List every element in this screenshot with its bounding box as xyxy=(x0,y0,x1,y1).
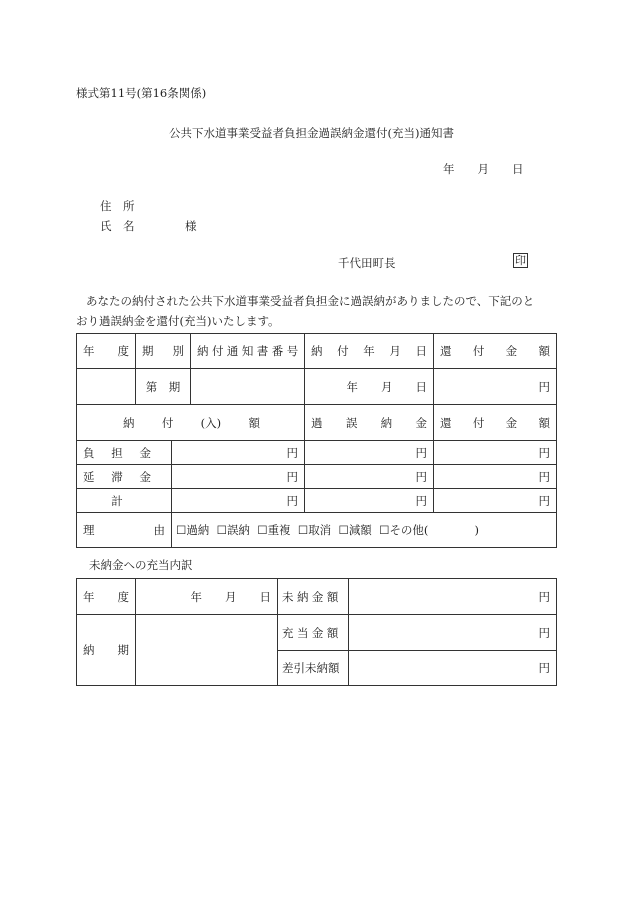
allocation-row-allocated xyxy=(77,615,557,651)
notice-number-cell xyxy=(191,369,305,405)
paid-cell: 円 xyxy=(172,441,305,465)
reason-options xyxy=(172,513,557,548)
reason-option-overpaid[interactable]: ☐ 過納 xyxy=(176,523,209,537)
checkbox-icon[interactable] xyxy=(176,523,186,537)
reason-option-duplicate[interactable]: ☐ 重複 xyxy=(257,523,290,537)
address-label: 住 所 xyxy=(100,199,135,213)
balance-label: 差引未納額 xyxy=(278,651,349,686)
payment-date-cell: 年 月 日 xyxy=(305,369,434,405)
unpaid-label: 未納金額 xyxy=(278,579,349,615)
period-cell: 第 期 xyxy=(136,369,191,405)
balance-amount: 円 xyxy=(349,651,557,686)
unpaid-amount: 円 xyxy=(349,579,557,615)
name-label: 氏 名 xyxy=(100,219,135,233)
checkbox-icon[interactable] xyxy=(298,523,308,537)
reason-option-erroneous[interactable]: ☐ 誤納 xyxy=(217,523,250,537)
subheader-overpaid: 過 誤 納 金 xyxy=(305,405,434,441)
allocation-heading: 未納金への充当内訳 xyxy=(89,558,193,572)
overpaid-cell: 円 xyxy=(305,489,434,513)
table-row-burden xyxy=(77,441,557,465)
reason-option-other[interactable]: ☐ その他( xyxy=(379,523,428,537)
seal-mark: 印 xyxy=(515,254,526,267)
refund-amount-cell: 円 xyxy=(434,369,557,405)
row-label-burden: 負 担 金 xyxy=(77,441,172,465)
header-refund-amount: 還 付 金 額 xyxy=(434,334,557,369)
page-title: 公共下水道事業受益者負担金過誤納金還付(充当)通知書 xyxy=(169,126,454,140)
body-text-line1: あなたの納付された公共下水道事業受益者負担金に過誤納がありましたので、下記のと xyxy=(86,294,535,308)
refund-cell: 円 xyxy=(434,465,557,489)
form-number: 様式第11号(第16条関係) xyxy=(76,86,207,100)
refund-table xyxy=(76,333,557,548)
allocation-date: 年 月 日 xyxy=(136,579,278,615)
issuer: 千代田町長 xyxy=(338,256,396,270)
overpaid-cell: 円 xyxy=(305,465,434,489)
header-year: 年 度 xyxy=(77,334,136,369)
header-payment-date: 納 付 年 月 日 xyxy=(305,334,434,369)
header-notice-number: 納付通知書番号 xyxy=(191,334,305,369)
refund-cell: 円 xyxy=(434,489,557,513)
table-row-late-fee xyxy=(77,465,557,489)
overpaid-cell: 円 xyxy=(305,441,434,465)
allocation-row-year xyxy=(77,579,557,615)
due-cell xyxy=(136,615,278,686)
checkbox-icon[interactable] xyxy=(379,523,389,537)
allocated-amount: 円 xyxy=(349,615,557,651)
reason-option-cancel[interactable]: ☐ 取消 xyxy=(298,523,331,537)
other-close-paren: ) xyxy=(474,523,479,537)
allocation-table xyxy=(76,578,557,686)
reason-label: 理 由 xyxy=(77,513,172,548)
checkbox-icon[interactable] xyxy=(339,523,349,537)
subheader-refund: 還 付 金 額 xyxy=(434,405,557,441)
checkbox-icon[interactable] xyxy=(257,523,267,537)
header-period: 期 別 xyxy=(136,334,191,369)
reason-row xyxy=(77,513,557,548)
honorific: 様 xyxy=(185,219,197,233)
year-cell xyxy=(77,369,136,405)
refund-table-header xyxy=(77,334,557,369)
refund-table-row xyxy=(77,369,557,405)
table-row-total xyxy=(77,489,557,513)
paid-cell: 円 xyxy=(172,465,305,489)
year-label: 年 度 xyxy=(77,579,136,615)
allocated-label: 充当金額 xyxy=(278,615,349,651)
reason-option-reduction[interactable]: ☐ 減額 xyxy=(339,523,372,537)
paid-cell: 円 xyxy=(172,489,305,513)
body-text-line2: おり過誤納金を還付(充当)いたします。 xyxy=(76,314,280,328)
subheader-paid: 納 付 (入) 額 xyxy=(77,405,305,441)
refund-table-subheader xyxy=(77,405,557,441)
row-label-late-fee: 延 滞 金 xyxy=(77,465,172,489)
issue-date: 年 月 日 xyxy=(443,162,524,176)
refund-cell: 円 xyxy=(434,441,557,465)
due-label: 納 期 xyxy=(77,615,136,686)
row-label-total: 計 xyxy=(77,489,172,513)
checkbox-icon[interactable] xyxy=(217,523,227,537)
